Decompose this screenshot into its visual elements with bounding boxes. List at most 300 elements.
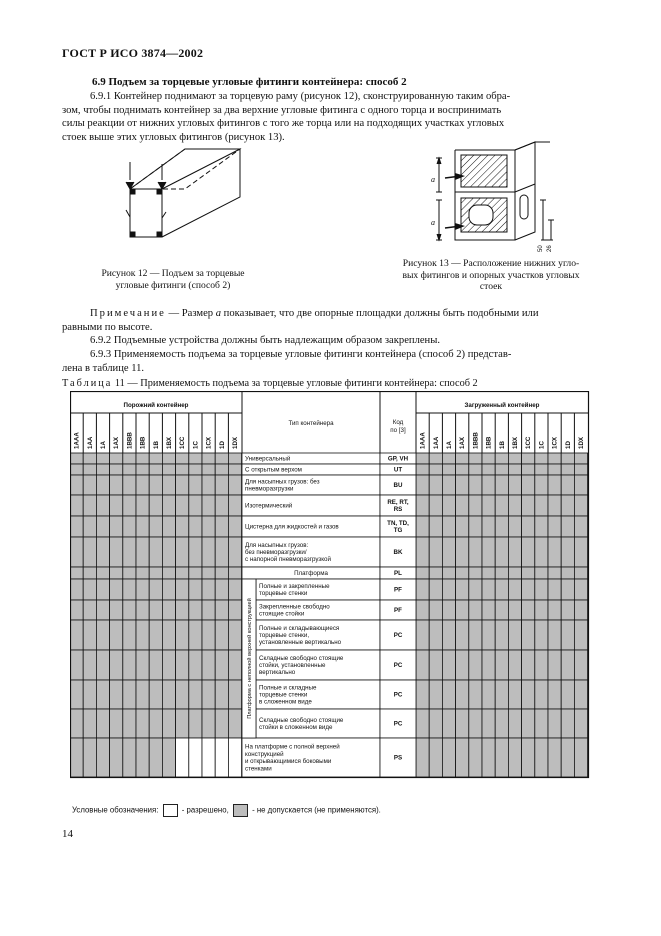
loaded-cell [469, 738, 482, 777]
empty-cell [136, 620, 149, 650]
loaded-cell [561, 453, 574, 464]
empty-cell [228, 537, 241, 567]
loaded-cell [522, 680, 535, 709]
empty-cell [70, 567, 83, 579]
loaded-cell [442, 650, 455, 680]
loaded-cell [495, 464, 508, 475]
type-label: вертикально [259, 669, 296, 677]
paragraph-line: 6.9.1 Контейнер поднимают за торцевую раму (рисунок 12), сконструированную таким обра- [90, 91, 511, 102]
loaded-cell [429, 537, 442, 567]
loaded-cell [495, 567, 508, 579]
empty-cell [70, 453, 83, 464]
loaded-cell [508, 537, 521, 567]
empty-cell [123, 600, 136, 620]
empty-cell [110, 579, 123, 600]
loaded-cell [495, 709, 508, 738]
paragraph-6-9-3 [62, 348, 600, 375]
code-label: TG [393, 527, 403, 535]
empty-cell [123, 579, 136, 600]
empty-cell [189, 464, 202, 475]
loaded-cell [561, 537, 574, 567]
empty-cell [136, 709, 149, 738]
loaded-cell [429, 464, 442, 475]
loaded-cell [469, 495, 482, 516]
note-label: Примечание [90, 308, 166, 319]
empty-cell [202, 567, 215, 579]
empty-cell [162, 495, 175, 516]
type-label: Полные и складные [259, 684, 317, 692]
empty-cell [70, 600, 83, 620]
empty-cell [162, 738, 175, 777]
loaded-cell [508, 738, 521, 777]
loaded-cell [429, 600, 442, 620]
loaded-cell [535, 579, 548, 600]
type-label: С открытым верхом [245, 466, 302, 474]
empty-cell [110, 650, 123, 680]
empty-cell [96, 475, 109, 495]
code-label: PS [393, 754, 403, 762]
empty-cell [149, 680, 162, 709]
empty-size-code-label: 1C [192, 441, 200, 449]
type-label: стоящие стойки [259, 610, 305, 618]
empty-cell [149, 620, 162, 650]
empty-cell [83, 537, 96, 567]
loaded-container-header: Загруженный контейнер [464, 402, 540, 409]
type-label: Закрепленные свободно [259, 603, 330, 611]
loaded-cell [522, 600, 535, 620]
empty-cell [176, 738, 189, 777]
code-label: TN, TD, [387, 519, 409, 527]
empty-cell [110, 516, 123, 537]
empty-cell [215, 495, 228, 516]
empty-cell [123, 738, 136, 777]
loaded-cell [456, 537, 469, 567]
loaded-cell [574, 680, 587, 709]
empty-cell [70, 650, 83, 680]
empty-cell [189, 516, 202, 537]
empty-cell [162, 650, 175, 680]
empty-cell [228, 600, 241, 620]
loaded-cell [456, 600, 469, 620]
loaded-size-code-label: 1BBB [472, 432, 480, 449]
empty-cell [123, 709, 136, 738]
dimension-label-a-bottom: a [431, 218, 435, 227]
empty-cell [162, 567, 175, 579]
loaded-cell [416, 579, 429, 600]
type-label: Полные и закрепленные [259, 582, 330, 590]
empty-cell [83, 620, 96, 650]
loaded-cell [429, 516, 442, 537]
empty-cell [176, 537, 189, 567]
empty-cell [96, 738, 109, 777]
empty-cell [228, 620, 241, 650]
type-label: без пневморазгрузки/ [245, 549, 307, 556]
loaded-cell [548, 516, 561, 537]
empty-cell [149, 537, 162, 567]
loaded-size-code-label: 1D [564, 441, 572, 449]
empty-size-code-label: 1AAA [73, 432, 81, 449]
loaded-cell [495, 738, 508, 777]
empty-cell [83, 475, 96, 495]
loaded-cell [469, 453, 482, 464]
empty-cell [228, 464, 241, 475]
loaded-cell [456, 475, 469, 495]
caption-line: вых фитингов и опорных участков угловых [402, 269, 580, 281]
empty-cell [228, 453, 241, 464]
empty-cell [189, 680, 202, 709]
loaded-cell [508, 453, 521, 464]
empty-cell [228, 516, 241, 537]
legend-not-allowed-swatch [233, 804, 248, 817]
empty-cell [83, 579, 96, 600]
loaded-cell [495, 516, 508, 537]
loaded-cell [508, 600, 521, 620]
empty-cell [189, 453, 202, 464]
code-label: RS [393, 506, 403, 514]
loaded-cell [442, 516, 455, 537]
type-label: Универсальный [245, 455, 291, 463]
empty-cell [110, 537, 123, 567]
loaded-cell [548, 495, 561, 516]
empty-cell [228, 495, 241, 516]
loaded-cell [561, 620, 574, 650]
loaded-cell [456, 709, 469, 738]
empty-cell [96, 709, 109, 738]
empty-cell [96, 600, 109, 620]
loaded-cell [535, 537, 548, 567]
loaded-cell [482, 567, 495, 579]
loaded-cell [469, 475, 482, 495]
loaded-size-code-label: 1CC [525, 436, 533, 449]
loaded-size-code-label: 1B [498, 441, 506, 449]
empty-cell [189, 650, 202, 680]
figure-13-caption [380, 258, 602, 293]
loaded-cell [416, 464, 429, 475]
loaded-cell [442, 495, 455, 516]
loaded-cell [522, 579, 535, 600]
dimension-label-50: 50 [538, 245, 544, 252]
figure-12-caption [80, 268, 266, 291]
empty-cell [96, 516, 109, 537]
loaded-cell [535, 600, 548, 620]
loaded-cell [495, 475, 508, 495]
empty-cell [176, 567, 189, 579]
loaded-cell [495, 600, 508, 620]
loaded-cell [429, 579, 442, 600]
code-header: Код [392, 419, 404, 426]
empty-cell [70, 620, 83, 650]
loaded-cell [574, 464, 587, 475]
type-label: торцевые стенки, [259, 632, 310, 639]
loaded-cell [535, 567, 548, 579]
type-label: Платформа [294, 570, 328, 577]
loaded-cell [522, 567, 535, 579]
empty-cell [110, 567, 123, 579]
empty-cell [136, 600, 149, 620]
type-label: стойки в сложенном виде [259, 724, 333, 732]
loaded-cell [508, 709, 521, 738]
empty-cell [202, 516, 215, 537]
loaded-cell [469, 464, 482, 475]
empty-cell [176, 650, 189, 680]
empty-cell [70, 464, 83, 475]
empty-cell [96, 650, 109, 680]
loaded-cell [508, 579, 521, 600]
empty-cell [215, 738, 228, 777]
empty-cell [70, 516, 83, 537]
empty-cell [70, 709, 83, 738]
loaded-size-code-label: 1AX [459, 436, 467, 449]
empty-cell [136, 495, 149, 516]
type-label: Складные свободно стоящие [259, 654, 344, 662]
empty-cell [96, 620, 109, 650]
empty-cell [123, 620, 136, 650]
loaded-cell [535, 709, 548, 738]
note-variable: a [215, 308, 222, 319]
loaded-cell [548, 709, 561, 738]
dimension-label-a-top: a [431, 175, 435, 184]
empty-cell [215, 475, 228, 495]
type-label: Для насыпных грузов: [245, 541, 309, 549]
loaded-cell [548, 600, 561, 620]
empty-cell [83, 680, 96, 709]
empty-size-code-label: 1A [100, 441, 107, 449]
empty-cell [202, 464, 215, 475]
loaded-cell [482, 680, 495, 709]
empty-cell [70, 495, 83, 516]
loaded-cell [482, 579, 495, 600]
loaded-cell [482, 453, 495, 464]
page-number: 14 [62, 828, 73, 840]
empty-cell [149, 516, 162, 537]
loaded-cell [442, 680, 455, 709]
empty-cell [110, 453, 123, 464]
type-label: установленные вертикально [259, 639, 342, 647]
empty-cell [83, 464, 96, 475]
empty-cell [215, 579, 228, 600]
loaded-cell [429, 650, 442, 680]
loaded-cell [574, 453, 587, 464]
empty-cell [136, 579, 149, 600]
loaded-cell [416, 600, 429, 620]
loaded-cell [416, 709, 429, 738]
loaded-cell [469, 567, 482, 579]
loaded-cell [574, 516, 587, 537]
loaded-cell [522, 650, 535, 680]
caption-line: угловые фитинги (способ 2) [115, 279, 231, 291]
empty-size-code-label: 1D [218, 441, 226, 449]
empty-cell [123, 475, 136, 495]
empty-cell [136, 453, 149, 464]
loaded-cell [469, 709, 482, 738]
empty-cell [162, 464, 175, 475]
loaded-cell [535, 464, 548, 475]
loaded-cell [442, 738, 455, 777]
loaded-cell [456, 738, 469, 777]
loaded-cell [522, 475, 535, 495]
empty-size-code-label: 1CC [179, 436, 187, 449]
empty-cell [215, 453, 228, 464]
loaded-cell [442, 475, 455, 495]
empty-cell [149, 464, 162, 475]
empty-cell [149, 600, 162, 620]
loaded-cell [548, 464, 561, 475]
note-line: равными по высоте. [62, 321, 153, 333]
empty-cell [228, 738, 241, 777]
code-label: PF [394, 586, 402, 594]
empty-size-code-label: 1B [152, 441, 160, 449]
loaded-cell [561, 567, 574, 579]
empty-cell [228, 475, 241, 495]
empty-cell [70, 579, 83, 600]
empty-cell [176, 620, 189, 650]
empty-cell [136, 738, 149, 777]
code-label: GP, VH [387, 455, 409, 463]
loaded-cell [548, 650, 561, 680]
empty-cell [228, 650, 241, 680]
loaded-cell [548, 567, 561, 579]
loaded-cell [482, 600, 495, 620]
empty-cell [176, 709, 189, 738]
loaded-size-code-label: 1BB [485, 436, 493, 449]
empty-cell [202, 738, 215, 777]
type-label: Складные свободно стоящие [259, 716, 344, 724]
loaded-cell [574, 709, 587, 738]
loaded-cell [495, 579, 508, 600]
code-label: BK [393, 549, 403, 556]
loaded-cell [482, 620, 495, 650]
loaded-cell [495, 495, 508, 516]
empty-cell [70, 738, 83, 777]
loaded-cell [429, 453, 442, 464]
empty-cell [136, 567, 149, 579]
loaded-cell [442, 567, 455, 579]
type-label: стойки, установленные [259, 662, 326, 669]
empty-cell [189, 495, 202, 516]
code-label: PC [393, 691, 403, 699]
code-label: PC [393, 662, 403, 669]
code-label: BU [393, 482, 403, 489]
loaded-cell [574, 738, 587, 777]
loaded-cell [482, 738, 495, 777]
type-label: с напорной пневморазгрузкой [245, 556, 331, 564]
loaded-cell [442, 620, 455, 650]
empty-size-code-label: 1BX [166, 436, 173, 449]
empty-cell [123, 567, 136, 579]
empty-cell [110, 738, 123, 777]
code-label: PC [393, 720, 403, 728]
loaded-cell [561, 495, 574, 516]
empty-cell [215, 680, 228, 709]
caption-line: Рисунок 12 — Подъем за торцевые [101, 268, 245, 279]
loaded-cell [456, 620, 469, 650]
type-label: Изотермический [245, 502, 293, 510]
empty-cell [202, 680, 215, 709]
empty-cell [215, 464, 228, 475]
empty-cell [136, 680, 149, 709]
empty-cell [110, 600, 123, 620]
empty-cell [202, 620, 215, 650]
empty-cell [176, 475, 189, 495]
empty-cell [228, 709, 241, 738]
loaded-cell [456, 650, 469, 680]
empty-cell [162, 453, 175, 464]
empty-cell [215, 620, 228, 650]
empty-cell [202, 537, 215, 567]
loaded-size-code-label: 1A [446, 441, 453, 449]
loaded-cell [469, 620, 482, 650]
empty-cell [110, 464, 123, 475]
loaded-cell [416, 516, 429, 537]
empty-cell [110, 620, 123, 650]
type-label: Полные и складывающиеся [259, 624, 340, 632]
empty-cell [149, 650, 162, 680]
empty-cell [96, 567, 109, 579]
empty-cell [176, 680, 189, 709]
loaded-cell [561, 464, 574, 475]
loaded-cell [416, 537, 429, 567]
loaded-cell [416, 567, 429, 579]
loaded-cell [535, 620, 548, 650]
loaded-cell [442, 464, 455, 475]
empty-cell [110, 475, 123, 495]
code-header-ref: по [3] [390, 427, 406, 434]
empty-cell [189, 579, 202, 600]
empty-cell [176, 600, 189, 620]
loaded-cell [495, 680, 508, 709]
empty-cell [70, 680, 83, 709]
paragraph-line: 6.9.3 Применяемость подъема за торцевые угловые фитинги контейнера (способ 2) представ- [90, 349, 512, 360]
loaded-cell [548, 537, 561, 567]
loaded-cell [508, 516, 521, 537]
empty-cell [202, 495, 215, 516]
legend-not-allowed-text: - не допускается (не применяются). [249, 805, 381, 815]
empty-cell [149, 709, 162, 738]
loaded-cell [482, 537, 495, 567]
empty-cell [162, 600, 175, 620]
loaded-cell [416, 475, 429, 495]
loaded-cell [482, 495, 495, 516]
legend-allowed-swatch [163, 804, 178, 817]
empty-cell [189, 537, 202, 567]
type-label: торцевые стенки [259, 590, 308, 598]
empty-cell [189, 475, 202, 495]
type-label: в сложенном виде [259, 698, 312, 706]
empty-size-code-label: 1BB [139, 436, 147, 449]
legend-prefix: Условные обозначения: [72, 805, 159, 815]
empty-cell [176, 495, 189, 516]
empty-cell [96, 680, 109, 709]
note-paragraph [62, 307, 600, 334]
loaded-cell [561, 680, 574, 709]
loaded-cell [574, 579, 587, 600]
loaded-cell [482, 475, 495, 495]
empty-cell [215, 600, 228, 620]
caption-line: Рисунок 13 — Расположение нижних угло- [402, 258, 580, 269]
code-label: PC [393, 632, 403, 639]
empty-cell [83, 709, 96, 738]
code-label: PL [394, 570, 402, 577]
type-label: конструкцией [245, 750, 284, 758]
loaded-size-code-label: 1BX [512, 436, 519, 449]
empty-cell [176, 516, 189, 537]
empty-cell [136, 537, 149, 567]
empty-cell [149, 475, 162, 495]
legend [72, 804, 381, 817]
table-caption-label: Таблица [62, 378, 113, 389]
empty-cell [215, 650, 228, 680]
loaded-cell [508, 680, 521, 709]
